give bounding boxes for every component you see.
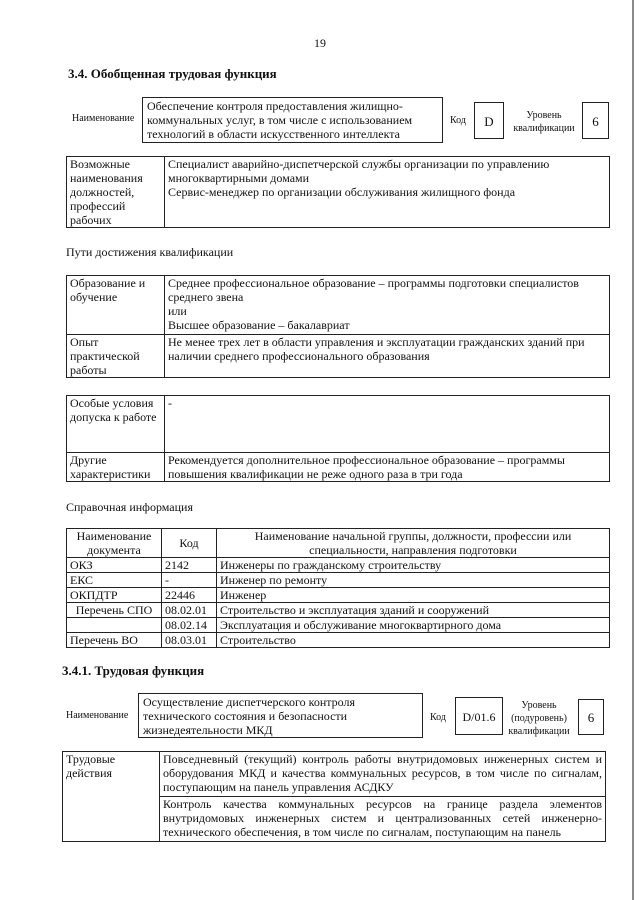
name-label: Наименование: [72, 113, 135, 124]
reference-code: 22446: [162, 588, 217, 603]
reference-code: 08.03.01: [162, 633, 217, 648]
special-conditions-label: Особые условия допуска к работе: [67, 396, 165, 453]
positions-label: Возможные наименования должностей, профессий рабочих: [67, 157, 165, 228]
subsection-name-value: Осуществление диспетчерского контроля технического состояния и безопасности жизнедеятельности МКД: [143, 695, 356, 737]
positions-cell: [165, 157, 610, 228]
table-row: [67, 573, 610, 588]
subsection-code-value: D/01.6: [455, 697, 503, 735]
table-row: [67, 603, 610, 618]
code-label: Код: [450, 115, 466, 126]
section-title: 3.4. Обобщенная трудовая функция: [68, 66, 277, 81]
reference-name: Эксплуатация и обслуживание многоквартирного дома: [217, 618, 610, 633]
education-label: Образование и обучение: [67, 276, 165, 335]
subsection-level-value: 6: [578, 699, 604, 735]
reference-title: Справочная информация: [66, 500, 193, 514]
scan-edge: [632, 0, 634, 900]
reference-code: 08.02.14: [162, 618, 217, 633]
reference-doc: ОКЗ: [67, 558, 162, 573]
positions-line: Сервис-менеджер по организации обслуживания жилищного фонда: [168, 185, 516, 199]
reference-table: [66, 528, 610, 648]
level-label: Уровень квалификации: [513, 110, 575, 134]
subsection-code-label: Код: [430, 712, 446, 723]
special-conditions-value: -: [165, 396, 610, 453]
paths-table: [66, 275, 610, 378]
positions-line: Специалист аварийно-диспетчерской службы организации по управлению многоквартирными домами: [168, 157, 550, 185]
name-box: [142, 97, 443, 143]
education-cell: [165, 276, 610, 335]
reference-header-name: Наименование начальной группы, должности, профессии или специальности, направления подготовки: [217, 529, 610, 558]
actions-label: Трудовые действия: [63, 752, 160, 842]
table-row: [67, 633, 610, 648]
reference-doc: ЕКС: [67, 573, 162, 588]
education-line: Среднее профессиональное образование – программы подготовки специалистов среднего звена: [168, 276, 579, 304]
reference-header-code: Код: [162, 529, 217, 558]
reference-name: Строительство: [217, 633, 610, 648]
reference-doc: Перечень ВО: [67, 633, 162, 648]
reference-name: Инженер по ремонту: [217, 573, 610, 588]
name-value: Обеспечение контроля предоставления жилищно-коммунальных услуг, в том числе с использованием технологий в области искусственного интеллекта: [147, 99, 413, 141]
action-item: Повседневный (текущий) контроль работы внутридомовых инженерных систем и оборудования МКД и качества коммунальных ресурсов, в том числе по сигналам, поступающим на панель управления АСДКУ: [160, 752, 606, 797]
table-row: [67, 558, 610, 573]
reference-code: 2142: [162, 558, 217, 573]
other-label: Другие характеристики: [67, 453, 165, 482]
reference-doc: ОКПДТР: [67, 588, 162, 603]
experience-line: Не менее трех лет в области управления и эксплуатации гражданских зданий при наличии среднего профессионального образования: [168, 335, 585, 363]
subsection-name-box: [138, 693, 423, 738]
reference-doc: [67, 618, 162, 633]
reference-name: Строительство и эксплуатация зданий и сооружений: [217, 603, 610, 618]
reference-code: -: [162, 573, 217, 588]
table-row: [67, 588, 610, 603]
subsection-level-label: Уровень (подуровень) квалификации: [508, 700, 570, 737]
reference-name: Инженер: [217, 588, 610, 603]
reference-doc: Перечень СПО: [67, 603, 162, 618]
action-item: Контроль качества коммунальных ресурсов на границе раздела элементов внутридомовых инженерных систем и централизованных сетей инженерно-технического обеспечения, в том числе по сигналам, поступающим на панель: [160, 797, 606, 842]
subsection-title: 3.4.1. Трудовая функция: [62, 663, 205, 678]
education-line: Высшее образование – бакалавриат: [168, 318, 350, 332]
reference-name: Инженеры по гражданскому строительству: [217, 558, 610, 573]
other-value: Рекомендуется дополнительное профессиональное образование – программы повышения квалификации не реже одного раза в три года: [165, 453, 610, 482]
code-value: D: [474, 102, 504, 139]
experience-label: Опыт практической работы: [67, 335, 165, 378]
positions-table: [66, 156, 610, 228]
table-row: [67, 618, 610, 633]
paths-title: Пути достижения квалификации: [66, 245, 234, 259]
education-line: или: [168, 304, 187, 318]
level-value: 6: [582, 102, 609, 139]
page-number: 19: [314, 36, 326, 50]
subsection-name-label: Наименование: [66, 710, 129, 721]
experience-cell: [165, 335, 610, 378]
reference-code: 08.02.01: [162, 603, 217, 618]
conditions-table: [66, 395, 610, 482]
actions-table: [62, 751, 606, 842]
reference-header-doc: Наименование документа: [67, 529, 162, 558]
